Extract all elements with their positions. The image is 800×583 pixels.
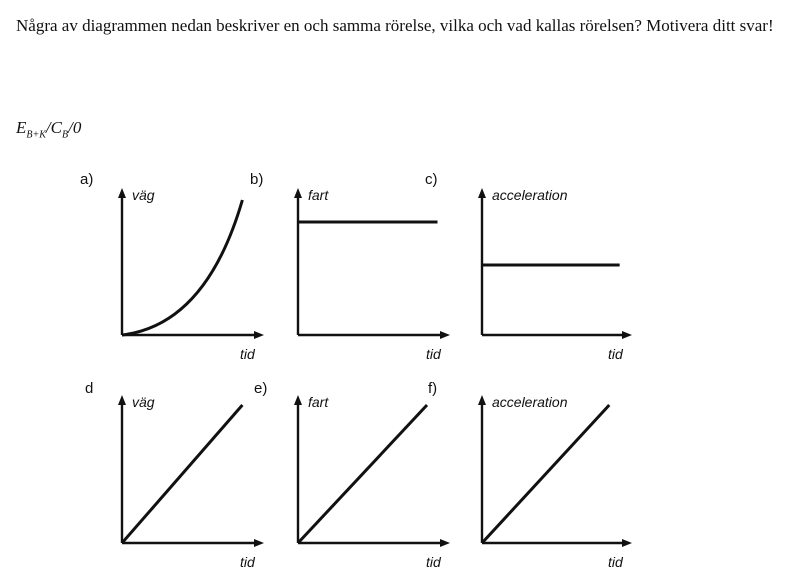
panel-4-x-label: tid [240,554,255,570]
panel-6-x-arrow-icon [622,539,632,547]
panel-1-y-arrow-icon [118,188,126,198]
panel-4-y-arrow-icon [118,395,126,405]
panel-4-label: d [85,380,94,397]
panel-2-label: b) [250,171,264,188]
grading-code-tail: /0 [68,118,82,137]
panel-1-x-arrow-icon [254,331,264,339]
panel-6-x-label: tid [608,554,623,570]
grading-code-base-sub: B+K [26,129,46,141]
grading-code-mid: /C [45,118,62,137]
grading-code-base: E [16,118,27,137]
panel-3-label: c) [425,171,438,188]
panel-5-x-label: tid [426,554,441,570]
panel-4-curve [122,405,242,543]
panel-2-x-label: tid [426,346,441,362]
panel-6-y-label: acceleration [492,394,568,410]
panel-5-y-arrow-icon [294,395,302,405]
panel-1-curve [122,200,242,335]
panel-2-x-arrow-icon [440,331,450,339]
panel-5-x-arrow-icon [440,539,450,547]
panel-3-x-arrow-icon [622,331,632,339]
panel-6-curve [482,405,609,543]
panel-5-curve [298,405,427,543]
panel-5-y-label: fart [308,394,329,410]
panel-5-label: e) [254,380,268,397]
panel-1-x-label: tid [240,346,255,362]
panel-4-x-arrow-icon [254,539,264,547]
panel-2-y-label: fart [308,187,329,203]
panel-1-label: a) [80,171,94,188]
panel-1-y-label: väg [132,187,155,203]
question-text: Några av diagrammen nedan beskriver en och samma rörelse, vilka och vad kallas rörelsen? Motivera ditt svar! [16,16,774,35]
panel-3-y-arrow-icon [478,188,486,198]
panel-6-label: f) [428,380,438,397]
panel-3-x-label: tid [608,346,623,362]
panel-6-y-arrow-icon [478,395,486,405]
grading-code-mid-sub: B [61,129,69,141]
panel-3-y-label: acceleration [492,187,568,203]
panel-4-y-label: väg [132,394,155,410]
panel-2-y-arrow-icon [294,188,302,198]
